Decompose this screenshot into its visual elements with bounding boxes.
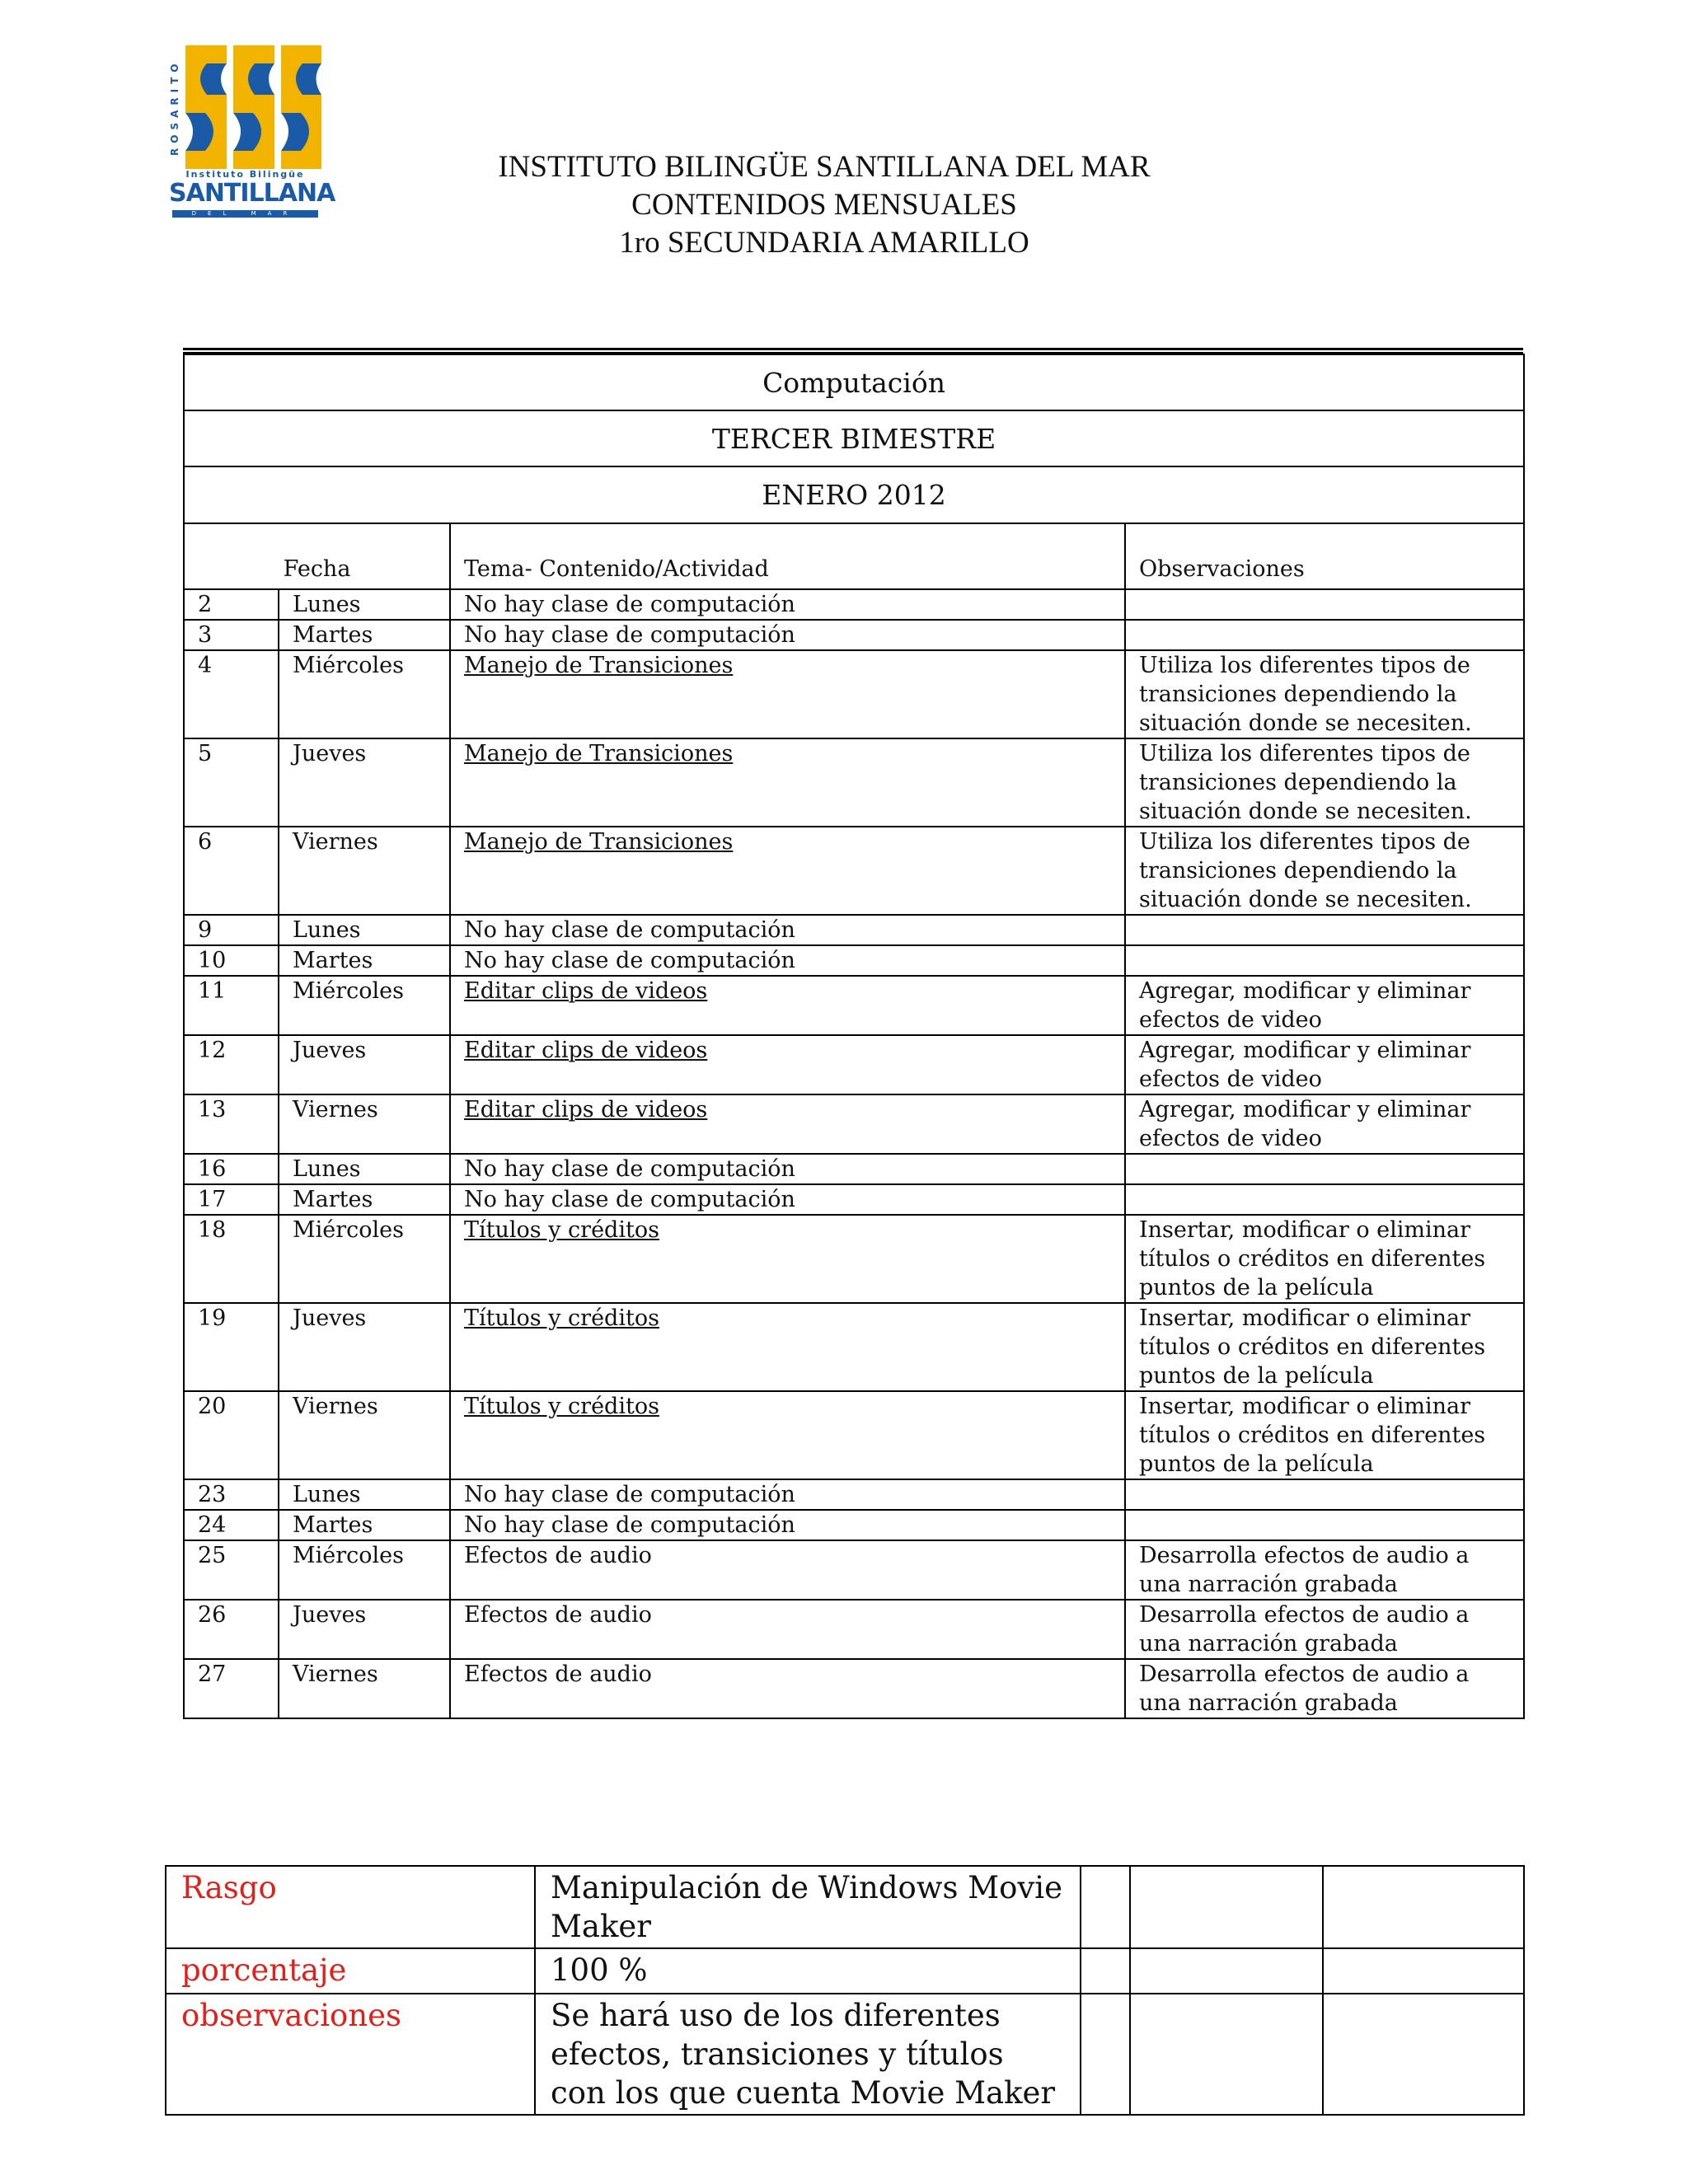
logo-small-text: Instituto Bilingüe <box>185 169 305 180</box>
row-day-name <box>279 1303 450 1391</box>
row-observation <box>1125 827 1524 915</box>
row-day-name <box>279 1540 450 1600</box>
row-observation <box>1125 1184 1524 1215</box>
row-observation-text: Insertar, modificar o eliminar títulos o créditos en diferentes puntos de la película <box>1139 1305 1486 1389</box>
row-day-name-text: Miércoles <box>293 653 405 678</box>
row-topic-text: Manejo de Transiciones <box>464 653 734 678</box>
row-day-name-text: Miércoles <box>293 978 405 1004</box>
trait-row-porcentaje <box>166 1948 1524 1994</box>
empty-cell <box>1130 1948 1323 1994</box>
row-observation <box>1125 1659 1524 1718</box>
row-day-name <box>279 1184 450 1215</box>
row-day-name <box>279 738 450 827</box>
column-header-row <box>184 523 1524 589</box>
row-topic <box>450 650 1125 738</box>
row-day-name-text: Viernes <box>293 1097 378 1122</box>
row-day-name-text: Lunes <box>293 917 361 943</box>
row-topic <box>450 1303 1125 1391</box>
row-day-name <box>279 1035 450 1094</box>
table-row <box>184 620 1524 650</box>
table-row <box>184 1303 1524 1391</box>
table-row <box>184 1659 1524 1718</box>
trait-row-rasgo <box>166 1866 1524 1948</box>
observaciones-label: observaciones <box>166 1994 535 2115</box>
col-header-fecha: Fecha <box>184 523 450 589</box>
row-day-name-text: Lunes <box>293 1482 361 1507</box>
row-date-number-text: 2 <box>198 592 213 617</box>
row-topic-text: Editar clips de videos <box>464 1038 708 1063</box>
subject-cell: Computación <box>184 354 1524 410</box>
header-line-2: CONTENIDOS MENSUALES <box>631 188 1017 222</box>
table-row <box>184 827 1524 915</box>
row-observation-text: Utiliza los diferentes tipos de transiciones dependiendo la situación donde se necesiten. <box>1139 829 1472 912</box>
row-observation <box>1125 1094 1524 1154</box>
row-observation-text: Desarrolla efectos de audio a una narración grabada <box>1139 1661 1470 1716</box>
row-observation-text: Desarrolla efectos de audio a una narración grabada <box>1139 1602 1470 1657</box>
row-day-name-text: Martes <box>293 622 373 648</box>
row-day-name-text: Viernes <box>293 1661 378 1687</box>
row-day-name <box>279 1391 450 1479</box>
empty-cell <box>1081 1866 1130 1948</box>
row-date-number-text: 12 <box>198 1038 227 1063</box>
row-topic-text: Editar clips de videos <box>464 1097 708 1122</box>
row-date-number <box>184 1540 279 1600</box>
row-observation <box>1125 1303 1524 1391</box>
row-day-name <box>279 620 450 650</box>
table-row <box>184 1154 1524 1184</box>
row-topic <box>450 1391 1125 1479</box>
row-date-number <box>184 1094 279 1154</box>
row-observation <box>1125 976 1524 1035</box>
row-date-number <box>184 827 279 915</box>
logo-bar: DEL MAR <box>172 210 318 218</box>
header-line-3: 1ro SECUNDARIA AMARILLO <box>619 226 1029 260</box>
row-day-name-text: Jueves <box>293 1602 367 1628</box>
row-observation <box>1125 589 1524 620</box>
contents-table-body <box>184 354 1524 1718</box>
table-row <box>184 738 1524 827</box>
row-date-number-text: 26 <box>198 1602 227 1628</box>
row-observation <box>1125 1479 1524 1510</box>
row-date-number-text: 24 <box>198 1512 227 1538</box>
row-observation <box>1125 1035 1524 1094</box>
row-topic-text: Efectos de audio <box>464 1661 652 1687</box>
row-date-number <box>184 945 279 976</box>
month-row <box>184 466 1524 523</box>
row-day-name-text: Lunes <box>293 1156 361 1182</box>
row-day-name <box>279 1659 450 1718</box>
row-observation <box>1125 1391 1524 1479</box>
table-row <box>184 1184 1524 1215</box>
row-day-name <box>279 1154 450 1184</box>
row-date-number-text: 5 <box>198 741 213 766</box>
row-date-number <box>184 915 279 945</box>
row-topic-text: No hay clase de computación <box>464 592 795 617</box>
trait-row-observaciones <box>166 1994 1524 2115</box>
row-day-name <box>279 1479 450 1510</box>
row-topic-text: No hay clase de computación <box>464 917 795 943</box>
table-row <box>184 945 1524 976</box>
row-date-number <box>184 1215 279 1303</box>
table-row <box>184 1215 1524 1303</box>
row-date-number-text: 9 <box>198 917 213 943</box>
row-date-number-text: 6 <box>198 829 213 855</box>
row-day-name-text: Miércoles <box>293 1217 405 1243</box>
row-date-number <box>184 1035 279 1094</box>
table-row <box>184 1479 1524 1510</box>
row-date-number-text: 25 <box>198 1543 227 1568</box>
row-observation <box>1125 915 1524 945</box>
empty-cell <box>1130 1994 1323 2115</box>
row-topic <box>450 589 1125 620</box>
row-date-number-text: 4 <box>198 653 213 678</box>
row-date-number <box>184 650 279 738</box>
table-row <box>184 1510 1524 1540</box>
row-observation-text: Agregar, modificar y eliminar efectos de video <box>1139 978 1471 1033</box>
trait-table <box>165 1865 1525 2116</box>
table-row <box>184 1094 1524 1154</box>
row-topic <box>450 1600 1125 1659</box>
table-top-rule <box>183 348 1523 354</box>
row-day-name <box>279 650 450 738</box>
row-topic <box>450 1540 1125 1600</box>
row-date-number-text: 3 <box>198 622 213 648</box>
row-day-name <box>279 1094 450 1154</box>
row-topic-text: No hay clase de computación <box>464 1156 795 1182</box>
row-topic-text: Títulos y créditos <box>464 1217 659 1243</box>
logo-name: SANTILLANA <box>169 179 335 208</box>
row-observation <box>1125 1510 1524 1540</box>
row-day-name <box>279 976 450 1035</box>
empty-cell <box>1323 1948 1524 1994</box>
row-topic <box>450 1154 1125 1184</box>
row-date-number <box>184 1479 279 1510</box>
row-observation <box>1125 650 1524 738</box>
row-day-name-text: Viernes <box>293 1394 378 1419</box>
row-date-number <box>184 589 279 620</box>
period-cell: TERCER BIMESTRE <box>184 410 1524 466</box>
row-day-name <box>279 945 450 976</box>
subject-row <box>184 354 1524 410</box>
row-day-name <box>279 1510 450 1540</box>
row-observation-text: Utiliza los diferentes tipos de transiciones dependiendo la situación donde se necesiten. <box>1139 653 1472 736</box>
row-topic <box>450 1215 1125 1303</box>
row-topic-text: Editar clips de videos <box>464 978 708 1004</box>
row-date-number-text: 27 <box>198 1661 227 1687</box>
period-row <box>184 410 1524 466</box>
row-topic <box>450 976 1125 1035</box>
row-topic-text: No hay clase de computación <box>464 1187 795 1212</box>
empty-cell <box>1323 1994 1524 2115</box>
table-row <box>184 1540 1524 1600</box>
row-topic <box>450 620 1125 650</box>
row-day-name-text: Jueves <box>293 741 367 766</box>
row-topic <box>450 1184 1125 1215</box>
row-date-number <box>184 1184 279 1215</box>
row-day-name-text: Lunes <box>293 592 361 617</box>
col-header-observaciones: Observaciones <box>1125 523 1524 589</box>
row-day-name-text: Jueves <box>293 1038 367 1063</box>
row-observation-text: Agregar, modificar y eliminar efectos de video <box>1139 1038 1471 1092</box>
rasgo-value: Manipulación de Windows Movie Maker <box>535 1866 1081 1948</box>
row-observation-text: Utiliza los diferentes tipos de transiciones dependiendo la situación donde se necesiten. <box>1139 741 1472 824</box>
row-date-number <box>184 976 279 1035</box>
col-header-tema: Tema- Contenido/Actividad <box>450 523 1125 589</box>
row-observation-text: Desarrolla efectos de audio a una narración grabada <box>1139 1543 1470 1597</box>
row-day-name <box>279 1215 450 1303</box>
logo-mark-icon <box>185 45 321 169</box>
porcentaje-label: porcentaje <box>166 1948 535 1994</box>
row-date-number <box>184 1303 279 1391</box>
row-day-name <box>279 1600 450 1659</box>
row-observation <box>1125 1215 1524 1303</box>
month-cell: ENERO 2012 <box>184 466 1524 523</box>
row-date-number-text: 19 <box>198 1305 227 1331</box>
observaciones-value: Se hará uso de los diferentes efectos, transiciones y títulos con los que cuenta Movie Maker <box>535 1994 1081 2115</box>
row-observation <box>1125 738 1524 827</box>
row-observation <box>1125 1540 1524 1600</box>
row-date-number-text: 23 <box>198 1482 227 1507</box>
row-day-name-text: Martes <box>293 1187 373 1212</box>
table-row <box>184 1391 1524 1479</box>
school-logo <box>169 45 335 217</box>
row-topic <box>450 1510 1125 1540</box>
row-day-name <box>279 827 450 915</box>
empty-cell <box>1081 1994 1130 2115</box>
row-day-name-text: Martes <box>293 1512 373 1538</box>
row-date-number <box>184 1391 279 1479</box>
porcentaje-value: 100 % <box>535 1948 1081 1994</box>
table-row <box>184 976 1524 1035</box>
empty-cell <box>1323 1866 1524 1948</box>
row-topic-text: No hay clase de computación <box>464 948 795 973</box>
row-topic-text: Efectos de audio <box>464 1543 652 1568</box>
row-observation <box>1125 945 1524 976</box>
empty-cell <box>1130 1866 1323 1948</box>
row-date-number-text: 17 <box>198 1187 227 1212</box>
row-date-number <box>184 1659 279 1718</box>
row-date-number <box>184 738 279 827</box>
row-date-number <box>184 620 279 650</box>
row-date-number-text: 18 <box>198 1217 227 1243</box>
row-topic <box>450 1479 1125 1510</box>
table-row <box>184 650 1524 738</box>
row-date-number <box>184 1154 279 1184</box>
table-row <box>184 1600 1524 1659</box>
row-topic-text: Títulos y créditos <box>464 1394 659 1419</box>
row-topic <box>450 1035 1125 1094</box>
row-observation-text: Agregar, modificar y eliminar efectos de video <box>1139 1097 1471 1151</box>
row-topic <box>450 738 1125 827</box>
row-topic <box>450 915 1125 945</box>
row-observation <box>1125 620 1524 650</box>
row-topic <box>450 1659 1125 1718</box>
table-row <box>184 1035 1524 1094</box>
row-topic <box>450 827 1125 915</box>
row-topic-text: Manejo de Transiciones <box>464 829 734 855</box>
row-topic <box>450 945 1125 976</box>
row-topic-text: Efectos de audio <box>464 1602 652 1628</box>
document-header <box>330 148 1319 262</box>
row-date-number-text: 11 <box>198 978 227 1004</box>
row-day-name-text: Jueves <box>293 1305 367 1331</box>
row-day-name-text: Miércoles <box>293 1543 405 1568</box>
row-day-name <box>279 915 450 945</box>
row-observation-text: Insertar, modificar o eliminar títulos o créditos en diferentes puntos de la película <box>1139 1217 1486 1301</box>
row-date-number-text: 20 <box>198 1394 227 1419</box>
row-topic-text: No hay clase de computación <box>464 622 795 648</box>
row-observation <box>1125 1154 1524 1184</box>
row-observation <box>1125 1600 1524 1659</box>
row-topic <box>450 1094 1125 1154</box>
row-day-name-text: Martes <box>293 948 373 973</box>
table-row <box>184 915 1524 945</box>
header-line-1: INSTITUTO BILINGÜE SANTILLANA DEL MAR <box>498 150 1151 184</box>
row-day-name-text: Viernes <box>293 829 378 855</box>
row-date-number <box>184 1600 279 1659</box>
logo-side-text: ROSARITO <box>169 59 181 156</box>
row-date-number-text: 13 <box>198 1097 227 1122</box>
rasgo-label: Rasgo <box>166 1866 535 1948</box>
row-day-name <box>279 589 450 620</box>
table-row <box>184 589 1524 620</box>
row-observation-text: Insertar, modificar o eliminar títulos o créditos en diferentes puntos de la película <box>1139 1394 1486 1477</box>
contents-table <box>183 354 1525 1719</box>
row-topic-text: Manejo de Transiciones <box>464 741 734 766</box>
row-topic-text: No hay clase de computación <box>464 1482 795 1507</box>
row-date-number-text: 10 <box>198 948 227 973</box>
row-date-number <box>184 1510 279 1540</box>
empty-cell <box>1081 1948 1130 1994</box>
row-topic-text: Títulos y créditos <box>464 1305 659 1331</box>
row-topic-text: No hay clase de computación <box>464 1512 795 1538</box>
row-date-number-text: 16 <box>198 1156 227 1182</box>
